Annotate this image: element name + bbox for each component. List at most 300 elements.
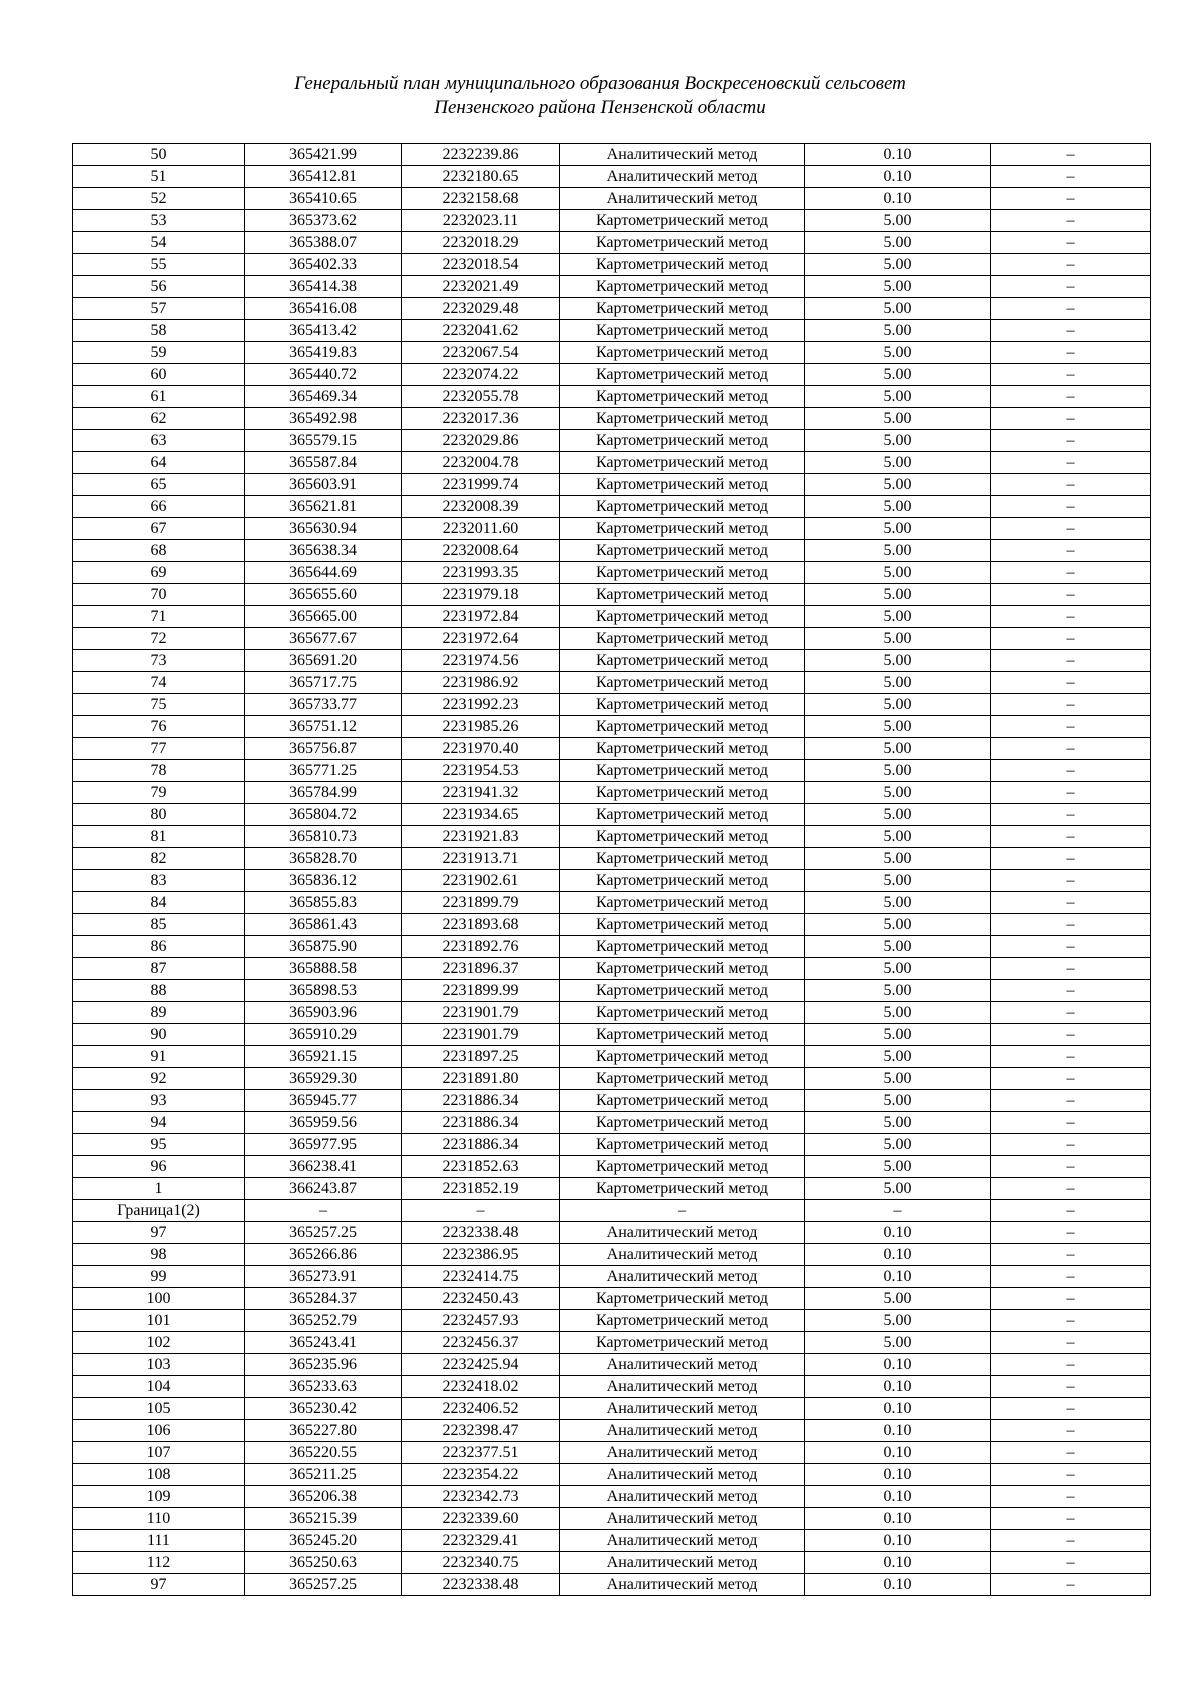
y-coordinate-cell: 2232017.36 — [402, 408, 560, 430]
note-cell: – — [991, 738, 1151, 760]
y-coordinate-cell: 2232180.65 — [402, 166, 560, 188]
note-cell: – — [991, 1002, 1151, 1024]
method-cell: Картометрический метод — [560, 364, 805, 386]
note-cell: – — [991, 1112, 1151, 1134]
method-cell: Аналитический метод — [560, 1552, 805, 1574]
point-number-cell: 83 — [73, 870, 245, 892]
point-number-cell: 55 — [73, 254, 245, 276]
note-cell: – — [991, 276, 1151, 298]
y-coordinate-cell: 2232018.54 — [402, 254, 560, 276]
x-coordinate-cell: 366238.41 — [245, 1156, 402, 1178]
y-coordinate-cell: 2232008.64 — [402, 540, 560, 562]
x-coordinate-cell: 365250.63 — [245, 1552, 402, 1574]
point-number-cell: 98 — [73, 1244, 245, 1266]
method-cell: Картометрический метод — [560, 1024, 805, 1046]
accuracy-cell: 0.10 — [805, 1442, 991, 1464]
note-cell: – — [991, 1398, 1151, 1420]
note-cell: – — [991, 364, 1151, 386]
accuracy-cell: 5.00 — [805, 452, 991, 474]
point-number-cell: 100 — [73, 1288, 245, 1310]
accuracy-cell: 5.00 — [805, 342, 991, 364]
y-coordinate-cell: 2232067.54 — [402, 342, 560, 364]
method-cell: Картометрический метод — [560, 408, 805, 430]
note-cell: – — [991, 430, 1151, 452]
note-cell: – — [991, 1574, 1151, 1596]
point-number-cell: 86 — [73, 936, 245, 958]
accuracy-cell: 5.00 — [805, 430, 991, 452]
x-coordinate-cell: 365751.12 — [245, 716, 402, 738]
point-number-cell: Граница1(2) — [73, 1200, 245, 1222]
method-cell: Картометрический метод — [560, 826, 805, 848]
table-row — [73, 254, 1151, 276]
x-coordinate-cell: 365828.70 — [245, 848, 402, 870]
table-row — [73, 276, 1151, 298]
method-cell: Аналитический метод — [560, 1574, 805, 1596]
accuracy-cell: 0.10 — [805, 1244, 991, 1266]
point-number-cell: 78 — [73, 760, 245, 782]
note-cell: – — [991, 1530, 1151, 1552]
accuracy-cell: 5.00 — [805, 1332, 991, 1354]
accuracy-cell: 5.00 — [805, 958, 991, 980]
table-row — [73, 144, 1151, 166]
y-coordinate-cell: 2231934.65 — [402, 804, 560, 826]
note-cell: – — [991, 936, 1151, 958]
y-coordinate-cell: 2232338.48 — [402, 1222, 560, 1244]
point-number-cell: 73 — [73, 650, 245, 672]
method-cell: Аналитический метод — [560, 144, 805, 166]
method-cell: Картометрический метод — [560, 628, 805, 650]
accuracy-cell: 5.00 — [805, 694, 991, 716]
accuracy-cell: 5.00 — [805, 232, 991, 254]
point-number-cell: 68 — [73, 540, 245, 562]
method-cell: Аналитический метод — [560, 1376, 805, 1398]
accuracy-cell: 0.10 — [805, 1552, 991, 1574]
method-cell: Картометрический метод — [560, 1068, 805, 1090]
y-coordinate-cell: 2232342.73 — [402, 1486, 560, 1508]
y-coordinate-cell: 2231852.19 — [402, 1178, 560, 1200]
y-coordinate-cell: 2231979.18 — [402, 584, 560, 606]
point-number-cell: 94 — [73, 1112, 245, 1134]
accuracy-cell: 5.00 — [805, 254, 991, 276]
point-number-cell: 66 — [73, 496, 245, 518]
accuracy-cell: – — [805, 1200, 991, 1222]
x-coordinate-cell: 365413.42 — [245, 320, 402, 342]
x-coordinate-cell: 365235.96 — [245, 1354, 402, 1376]
header-title-line-1: Генеральный план муниципального образования Воскресеновский сельсовет — [294, 73, 906, 94]
x-coordinate-cell: 365855.83 — [245, 892, 402, 914]
accuracy-cell: 5.00 — [805, 298, 991, 320]
y-coordinate-cell: 2231972.64 — [402, 628, 560, 650]
table-row — [73, 1134, 1151, 1156]
x-coordinate-cell: 365230.42 — [245, 1398, 402, 1420]
y-coordinate-cell: 2232398.47 — [402, 1420, 560, 1442]
x-coordinate-cell: 365252.79 — [245, 1310, 402, 1332]
y-coordinate-cell: 2231901.79 — [402, 1024, 560, 1046]
y-coordinate-cell: 2232011.60 — [402, 518, 560, 540]
table-row — [73, 210, 1151, 232]
accuracy-cell: 5.00 — [805, 1046, 991, 1068]
x-coordinate-cell: 365733.77 — [245, 694, 402, 716]
table-row — [73, 342, 1151, 364]
method-cell: Картометрический метод — [560, 936, 805, 958]
accuracy-cell: 5.00 — [805, 738, 991, 760]
method-cell: Аналитический метод — [560, 1398, 805, 1420]
table-row — [73, 980, 1151, 1002]
point-number-cell: 64 — [73, 452, 245, 474]
method-cell: Картометрический метод — [560, 342, 805, 364]
accuracy-cell: 5.00 — [805, 936, 991, 958]
table-row — [73, 826, 1151, 848]
note-cell: – — [991, 804, 1151, 826]
y-coordinate-cell: 2232008.39 — [402, 496, 560, 518]
point-number-cell: 107 — [73, 1442, 245, 1464]
table-row — [73, 1530, 1151, 1552]
note-cell: – — [991, 232, 1151, 254]
y-coordinate-cell: 2232021.49 — [402, 276, 560, 298]
table-row — [73, 1486, 1151, 1508]
table-row — [73, 166, 1151, 188]
x-coordinate-cell: 365810.73 — [245, 826, 402, 848]
method-cell: Картометрический метод — [560, 760, 805, 782]
y-coordinate-cell: 2231852.63 — [402, 1156, 560, 1178]
x-coordinate-cell: 365603.91 — [245, 474, 402, 496]
accuracy-cell: 0.10 — [805, 188, 991, 210]
note-cell: – — [991, 848, 1151, 870]
y-coordinate-cell: 2231985.26 — [402, 716, 560, 738]
note-cell: – — [991, 496, 1151, 518]
note-cell: – — [991, 1024, 1151, 1046]
point-number-cell: 56 — [73, 276, 245, 298]
point-number-cell: 61 — [73, 386, 245, 408]
note-cell: – — [991, 1288, 1151, 1310]
point-number-cell: 59 — [73, 342, 245, 364]
x-coordinate-cell: 365691.20 — [245, 650, 402, 672]
y-coordinate-cell: 2232457.93 — [402, 1310, 560, 1332]
accuracy-cell: 5.00 — [805, 210, 991, 232]
method-cell: Картометрический метод — [560, 1090, 805, 1112]
y-coordinate-cell: 2232340.75 — [402, 1552, 560, 1574]
method-cell: Картометрический метод — [560, 804, 805, 826]
table-row — [73, 936, 1151, 958]
accuracy-cell: 5.00 — [805, 1134, 991, 1156]
note-cell: – — [991, 386, 1151, 408]
table-row — [73, 298, 1151, 320]
table-row — [73, 474, 1151, 496]
x-coordinate-cell: 365421.99 — [245, 144, 402, 166]
accuracy-cell: 0.10 — [805, 1508, 991, 1530]
y-coordinate-cell: 2231986.92 — [402, 672, 560, 694]
x-coordinate-cell: 366243.87 — [245, 1178, 402, 1200]
method-cell: Картометрический метод — [560, 1288, 805, 1310]
x-coordinate-cell: 365412.81 — [245, 166, 402, 188]
y-coordinate-cell: 2232354.22 — [402, 1464, 560, 1486]
x-coordinate-cell: 365419.83 — [245, 342, 402, 364]
x-coordinate-cell: – — [245, 1200, 402, 1222]
point-number-cell: 1 — [73, 1178, 245, 1200]
note-cell: – — [991, 474, 1151, 496]
table-row — [73, 452, 1151, 474]
table-row — [73, 650, 1151, 672]
method-cell: Картометрический метод — [560, 1002, 805, 1024]
point-number-cell: 89 — [73, 1002, 245, 1024]
accuracy-cell: 5.00 — [805, 760, 991, 782]
y-coordinate-cell: 2231897.25 — [402, 1046, 560, 1068]
method-cell: Картометрический метод — [560, 320, 805, 342]
note-cell: – — [991, 144, 1151, 166]
point-number-cell: 97 — [73, 1574, 245, 1596]
method-cell: Картометрический метод — [560, 672, 805, 694]
table-row — [73, 1266, 1151, 1288]
table-row — [73, 584, 1151, 606]
table-row — [73, 1288, 1151, 1310]
x-coordinate-cell: 365257.25 — [245, 1222, 402, 1244]
note-cell: – — [991, 892, 1151, 914]
table-row — [73, 1244, 1151, 1266]
x-coordinate-cell: 365959.56 — [245, 1112, 402, 1134]
accuracy-cell: 0.10 — [805, 1222, 991, 1244]
note-cell: – — [991, 606, 1151, 628]
coordinates-table-body — [73, 144, 1151, 1596]
point-number-cell: 81 — [73, 826, 245, 848]
method-cell: Картометрический метод — [560, 518, 805, 540]
accuracy-cell: 5.00 — [805, 672, 991, 694]
method-cell: Картометрический метод — [560, 716, 805, 738]
x-coordinate-cell: 365211.25 — [245, 1464, 402, 1486]
x-coordinate-cell: 365977.95 — [245, 1134, 402, 1156]
accuracy-cell: 0.10 — [805, 1266, 991, 1288]
point-number-cell: 62 — [73, 408, 245, 430]
accuracy-cell: 5.00 — [805, 1112, 991, 1134]
y-coordinate-cell: 2232456.37 — [402, 1332, 560, 1354]
accuracy-cell: 5.00 — [805, 892, 991, 914]
accuracy-cell: 5.00 — [805, 1002, 991, 1024]
method-cell: Аналитический метод — [560, 1464, 805, 1486]
note-cell: – — [991, 1222, 1151, 1244]
table-row — [73, 738, 1151, 760]
method-cell: Картометрический метод — [560, 452, 805, 474]
x-coordinate-cell: 365665.00 — [245, 606, 402, 628]
note-cell: – — [991, 826, 1151, 848]
note-cell: – — [991, 1134, 1151, 1156]
table-row — [73, 1112, 1151, 1134]
y-coordinate-cell: 2232386.95 — [402, 1244, 560, 1266]
point-number-cell: 50 — [73, 144, 245, 166]
note-cell: – — [991, 540, 1151, 562]
point-number-cell: 96 — [73, 1156, 245, 1178]
point-number-cell: 85 — [73, 914, 245, 936]
note-cell: – — [991, 980, 1151, 1002]
x-coordinate-cell: 365266.86 — [245, 1244, 402, 1266]
point-number-cell: 101 — [73, 1310, 245, 1332]
x-coordinate-cell: 365804.72 — [245, 804, 402, 826]
table-row — [73, 562, 1151, 584]
accuracy-cell: 5.00 — [805, 540, 991, 562]
y-coordinate-cell: 2232055.78 — [402, 386, 560, 408]
point-number-cell: 65 — [73, 474, 245, 496]
accuracy-cell: 0.10 — [805, 1486, 991, 1508]
table-row — [73, 958, 1151, 980]
note-cell: – — [991, 716, 1151, 738]
method-cell: Картометрический метод — [560, 562, 805, 584]
table-row — [73, 1398, 1151, 1420]
point-number-cell: 111 — [73, 1530, 245, 1552]
x-coordinate-cell: 365273.91 — [245, 1266, 402, 1288]
point-number-cell: 84 — [73, 892, 245, 914]
method-cell: Аналитический метод — [560, 1244, 805, 1266]
accuracy-cell: 5.00 — [805, 870, 991, 892]
x-coordinate-cell: 365243.41 — [245, 1332, 402, 1354]
point-number-cell: 110 — [73, 1508, 245, 1530]
note-cell: – — [991, 1508, 1151, 1530]
y-coordinate-cell: 2232018.29 — [402, 232, 560, 254]
y-coordinate-cell: 2231913.71 — [402, 848, 560, 870]
method-cell: Картометрический метод — [560, 254, 805, 276]
point-number-cell: 87 — [73, 958, 245, 980]
method-cell: Аналитический метод — [560, 1530, 805, 1552]
x-coordinate-cell: 365414.38 — [245, 276, 402, 298]
x-coordinate-cell: 365784.99 — [245, 782, 402, 804]
table-row — [73, 518, 1151, 540]
x-coordinate-cell: 365579.15 — [245, 430, 402, 452]
table-row — [73, 804, 1151, 826]
y-coordinate-cell: 2231901.79 — [402, 1002, 560, 1024]
point-number-cell: 80 — [73, 804, 245, 826]
table-row — [73, 1046, 1151, 1068]
point-number-cell: 51 — [73, 166, 245, 188]
x-coordinate-cell: 365245.20 — [245, 1530, 402, 1552]
x-coordinate-cell: 365215.39 — [245, 1508, 402, 1530]
note-cell: – — [991, 1552, 1151, 1574]
y-coordinate-cell: 2232074.22 — [402, 364, 560, 386]
y-coordinate-cell: 2231896.37 — [402, 958, 560, 980]
table-row — [73, 320, 1151, 342]
method-cell: Картометрический метод — [560, 210, 805, 232]
point-number-cell: 103 — [73, 1354, 245, 1376]
note-cell: – — [991, 870, 1151, 892]
point-number-cell: 106 — [73, 1420, 245, 1442]
method-cell: Картометрический метод — [560, 1310, 805, 1332]
method-cell: Аналитический метод — [560, 1266, 805, 1288]
method-cell: Картометрический метод — [560, 540, 805, 562]
x-coordinate-cell: 365410.65 — [245, 188, 402, 210]
table-row — [73, 914, 1151, 936]
method-cell: Картометрический метод — [560, 1332, 805, 1354]
y-coordinate-cell: 2231941.32 — [402, 782, 560, 804]
point-number-cell: 53 — [73, 210, 245, 232]
table-row — [73, 1222, 1151, 1244]
x-coordinate-cell: 365861.43 — [245, 914, 402, 936]
point-number-cell: 82 — [73, 848, 245, 870]
note-cell: – — [991, 1354, 1151, 1376]
y-coordinate-cell: 2231974.56 — [402, 650, 560, 672]
x-coordinate-cell: 365469.34 — [245, 386, 402, 408]
table-row — [73, 408, 1151, 430]
x-coordinate-cell: 365756.87 — [245, 738, 402, 760]
accuracy-cell: 0.10 — [805, 1420, 991, 1442]
note-cell: – — [991, 1310, 1151, 1332]
point-number-cell: 93 — [73, 1090, 245, 1112]
y-coordinate-cell: 2231886.34 — [402, 1090, 560, 1112]
note-cell: – — [991, 584, 1151, 606]
x-coordinate-cell: 365416.08 — [245, 298, 402, 320]
table-row — [73, 1354, 1151, 1376]
table-row — [73, 628, 1151, 650]
x-coordinate-cell: 365677.67 — [245, 628, 402, 650]
table-row — [73, 1002, 1151, 1024]
accuracy-cell: 5.00 — [805, 826, 991, 848]
method-cell: Картометрический метод — [560, 1178, 805, 1200]
x-coordinate-cell: 365220.55 — [245, 1442, 402, 1464]
y-coordinate-cell: 2232414.75 — [402, 1266, 560, 1288]
note-cell: – — [991, 298, 1151, 320]
accuracy-cell: 5.00 — [805, 1090, 991, 1112]
y-coordinate-cell: 2232023.11 — [402, 210, 560, 232]
method-cell: Аналитический метод — [560, 1222, 805, 1244]
method-cell: Аналитический метод — [560, 166, 805, 188]
method-cell: Аналитический метод — [560, 1508, 805, 1530]
accuracy-cell: 5.00 — [805, 562, 991, 584]
y-coordinate-cell: 2232377.51 — [402, 1442, 560, 1464]
x-coordinate-cell: 365440.72 — [245, 364, 402, 386]
y-coordinate-cell: 2232029.48 — [402, 298, 560, 320]
note-cell: – — [991, 1156, 1151, 1178]
x-coordinate-cell: 365373.62 — [245, 210, 402, 232]
table-row — [73, 1574, 1151, 1596]
x-coordinate-cell: 365284.37 — [245, 1288, 402, 1310]
note-cell: – — [991, 1464, 1151, 1486]
note-cell: – — [991, 562, 1151, 584]
note-cell: – — [991, 1200, 1151, 1222]
accuracy-cell: 5.00 — [805, 474, 991, 496]
point-number-cell: 109 — [73, 1486, 245, 1508]
y-coordinate-cell: 2232329.41 — [402, 1530, 560, 1552]
table-row — [73, 672, 1151, 694]
method-cell: Картометрический метод — [560, 584, 805, 606]
accuracy-cell: 5.00 — [805, 628, 991, 650]
method-cell: Картометрический метод — [560, 298, 805, 320]
accuracy-cell: 0.10 — [805, 166, 991, 188]
accuracy-cell: 0.10 — [805, 144, 991, 166]
point-number-cell: 95 — [73, 1134, 245, 1156]
accuracy-cell: 5.00 — [805, 914, 991, 936]
table-row — [73, 1332, 1151, 1354]
y-coordinate-cell: 2232029.86 — [402, 430, 560, 452]
note-cell: – — [991, 408, 1151, 430]
accuracy-cell: 5.00 — [805, 1178, 991, 1200]
point-number-cell: 99 — [73, 1266, 245, 1288]
y-coordinate-cell: 2231972.84 — [402, 606, 560, 628]
coordinates-table — [72, 143, 1151, 1596]
point-number-cell: 57 — [73, 298, 245, 320]
y-coordinate-cell: 2231970.40 — [402, 738, 560, 760]
point-number-cell: 74 — [73, 672, 245, 694]
accuracy-cell: 5.00 — [805, 716, 991, 738]
accuracy-cell: 5.00 — [805, 980, 991, 1002]
y-coordinate-cell: 2232338.48 — [402, 1574, 560, 1596]
y-coordinate-cell: 2231999.74 — [402, 474, 560, 496]
accuracy-cell: 0.10 — [805, 1574, 991, 1596]
accuracy-cell: 5.00 — [805, 606, 991, 628]
table-row — [73, 496, 1151, 518]
point-number-cell: 90 — [73, 1024, 245, 1046]
point-number-cell: 102 — [73, 1332, 245, 1354]
y-coordinate-cell: 2231886.34 — [402, 1112, 560, 1134]
y-coordinate-cell: 2232339.60 — [402, 1508, 560, 1530]
y-coordinate-cell: 2231893.68 — [402, 914, 560, 936]
note-cell: – — [991, 452, 1151, 474]
method-cell: Картометрический метод — [560, 870, 805, 892]
note-cell: – — [991, 188, 1151, 210]
